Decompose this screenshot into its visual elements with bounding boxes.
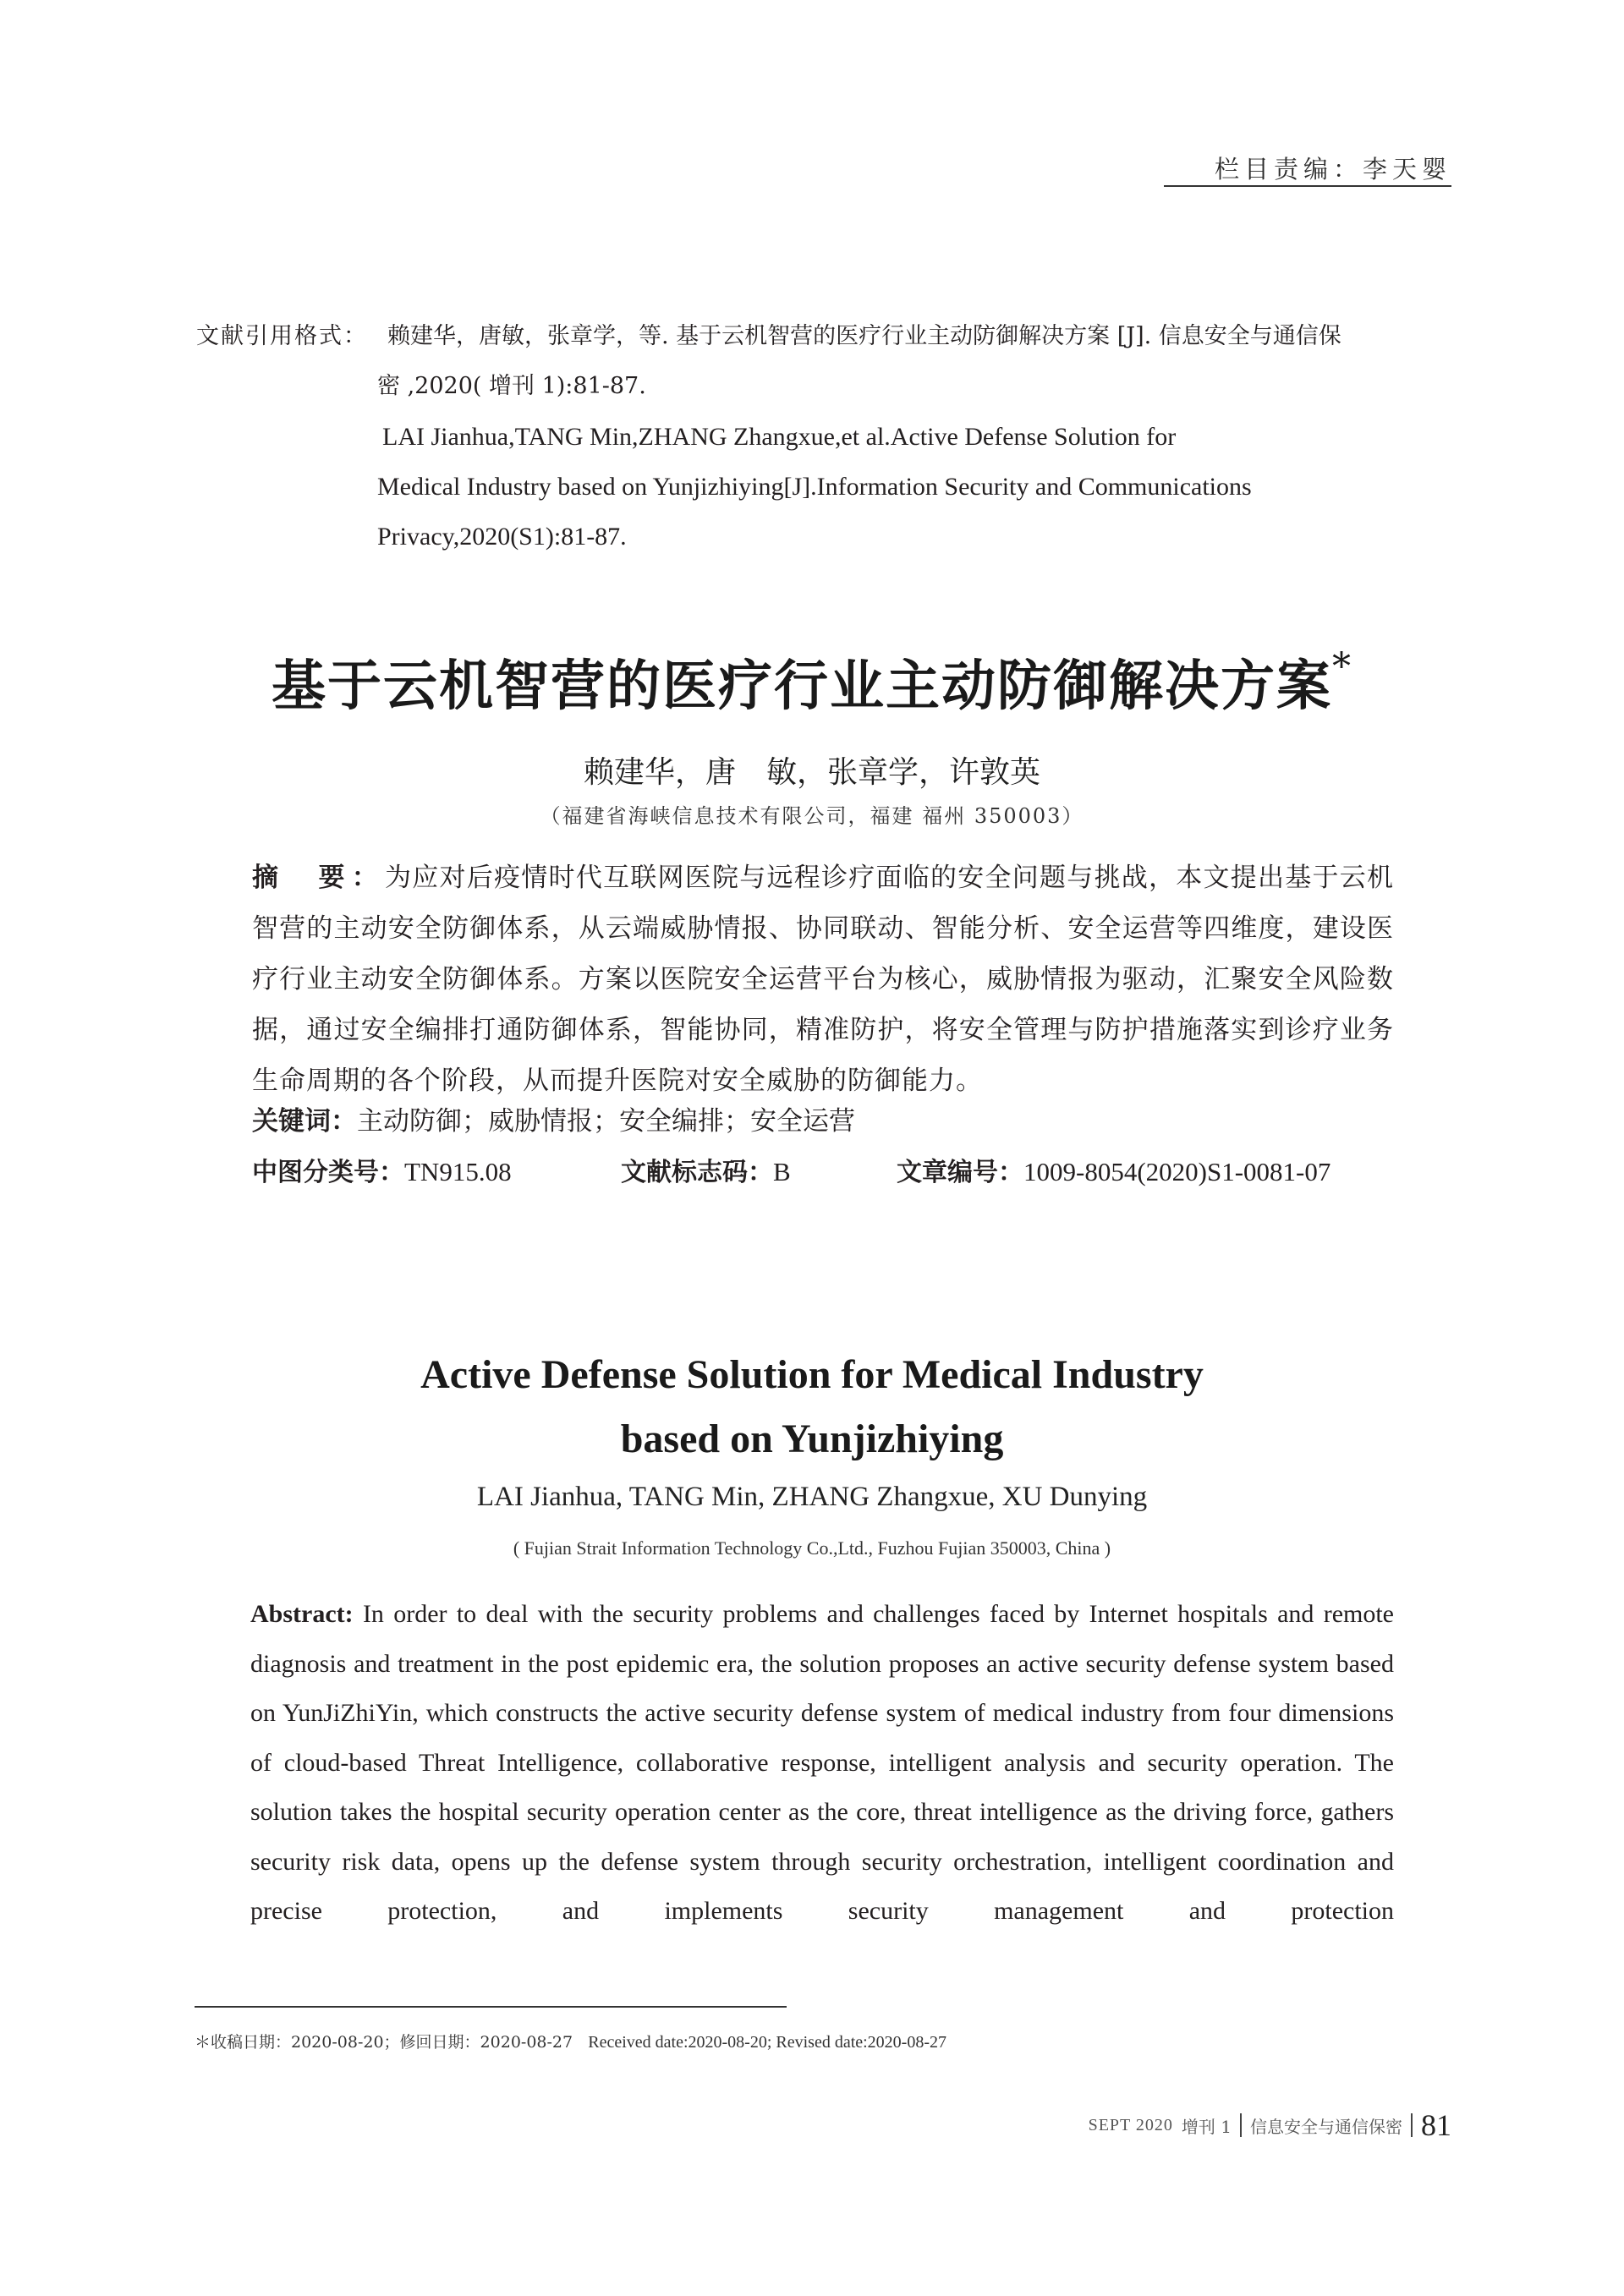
keywords-label: 关键词： [252,1106,357,1137]
citation-label: 文献引用格式： [196,323,368,349]
page-footer [1089,2107,1451,2143]
paper-title-en [0,1343,1624,1471]
abstract-zh-text: 为应对后疫情时代互联网医院与远程诊疗面临的安全问题与挑战，本文提出基于云机智营的主动安全防御体系，从云端威胁情报、协同联动、智能分析、安全运营等四维度，建设医疗行业主动安全防御体系。方案以医院安全运营平台为核心，威胁情报为驱动，汇聚安全风险数据，通过安全编排打通防御体系，智能协同，精准防护，将安全管理与防护措施落实到诊疗业务生命周期的各个阶段，从而提升医院对安全威胁的防御能力。 [252,863,1394,1096]
abstract-zh [252,852,1394,1106]
affiliation-en: ( Fujian Strait Information Technology Co.,Ltd., Fuzhou Fujian 350003, China ) [513,1537,1111,1559]
clc-value: TN915.08 [404,1157,512,1186]
footer-issue: SEPT 2020 [1088,2115,1173,2134]
citation-line-1: 赖建华，唐敏，张章学，等. 基于云机智营的医疗行业主动防御解决方案 [J]. 信息安全与通信保 [387,323,1341,349]
footer-separator [1411,2113,1413,2137]
paper-title-zh [0,643,1624,721]
abstract-en-text: In order to deal with the security problems and challenges faced by Internet hospitals and remote diagnosis and treatment in the post epidemic era, the solution proposes an active security defense system based on YunJiZhiYin, which constructs the active security defense system of medical industry from four dimensions of cloud-based Threat Intelligence, collaborative response, intelligent analysis and security operation. The solution takes the hospital security operation center as the core, threat intelligence as the driving force, gathers security risk data, opens up the defense system through security orchestration, intelligent coordination and precise protection, and implements security management and protection [250,1600,1394,1925]
column-editor: 栏目责编：李天婴 [1214,155,1451,184]
doc-code-value: B [773,1157,791,1186]
citation-line-4: Medical Industry based on Yunjizhiying[J].Information Security and Communications [377,473,1252,501]
citation-line-3: LAI Jianhua,TANG Min,ZHANG Zhangxue,et al.Active Defense Solution for [382,423,1177,451]
footnote [195,2030,946,2052]
affiliation-zh: （福建省海峡信息技术有限公司，福建 福州 350003） [540,804,1084,828]
header-rule [1164,185,1451,187]
footer-journal: 信息安全与通信保密 [1250,2116,1402,2137]
article-number-label: 文章编号： [897,1158,1023,1187]
authors-zh: 赖建华，唐 敏，张章学，许敦英 [583,755,1040,790]
title-footnote-mark: * [1332,644,1352,688]
footer-separator [1240,2113,1242,2137]
title-en-line-1: Active Defense Solution for Medical Industry [420,1352,1204,1397]
citation-line-5: Privacy,2020(S1):81-87. [377,523,627,551]
article-number-value: 1009-8054(2020)S1-0081-07 [1023,1157,1331,1186]
footnote-zh: ＊收稿日期：2020-08-20；修回日期：2020-08-27 [195,2033,573,2052]
abstract-en [250,1590,1394,1937]
document-code [621,1147,791,1198]
footer-supplement: 增刊 1 [1181,2116,1232,2137]
keywords-zh [252,1096,855,1147]
article-number [897,1147,1330,1198]
title-zh-text: 基于云机智营的医疗行业主动防御解决方案 [272,655,1332,718]
clc-label: 中图分类号： [252,1158,404,1187]
title-en-line-2: based on Yunjizhiying [620,1417,1004,1461]
footnote-rule [195,2006,787,2008]
citation-line-2: 密 ,2020( 增刊 1):81-87. [377,373,646,399]
abstract-en-label: Abstract: [250,1600,354,1628]
authors-en: LAI Jianhua, TANG Min, ZHANG Zhangxue, XU Dunying [476,1482,1148,1512]
doc-code-label: 文献标志码： [621,1158,773,1187]
clc-number [252,1147,512,1198]
footnote-en: Received date:2020-08-20; Revised date:2020-08-27 [588,2033,947,2052]
page-number: 81 [1421,2108,1451,2142]
abstract-zh-label: 摘 要： [252,863,385,893]
keywords-text: 主动防御；威胁情报；安全编排；安全运营 [357,1106,855,1137]
